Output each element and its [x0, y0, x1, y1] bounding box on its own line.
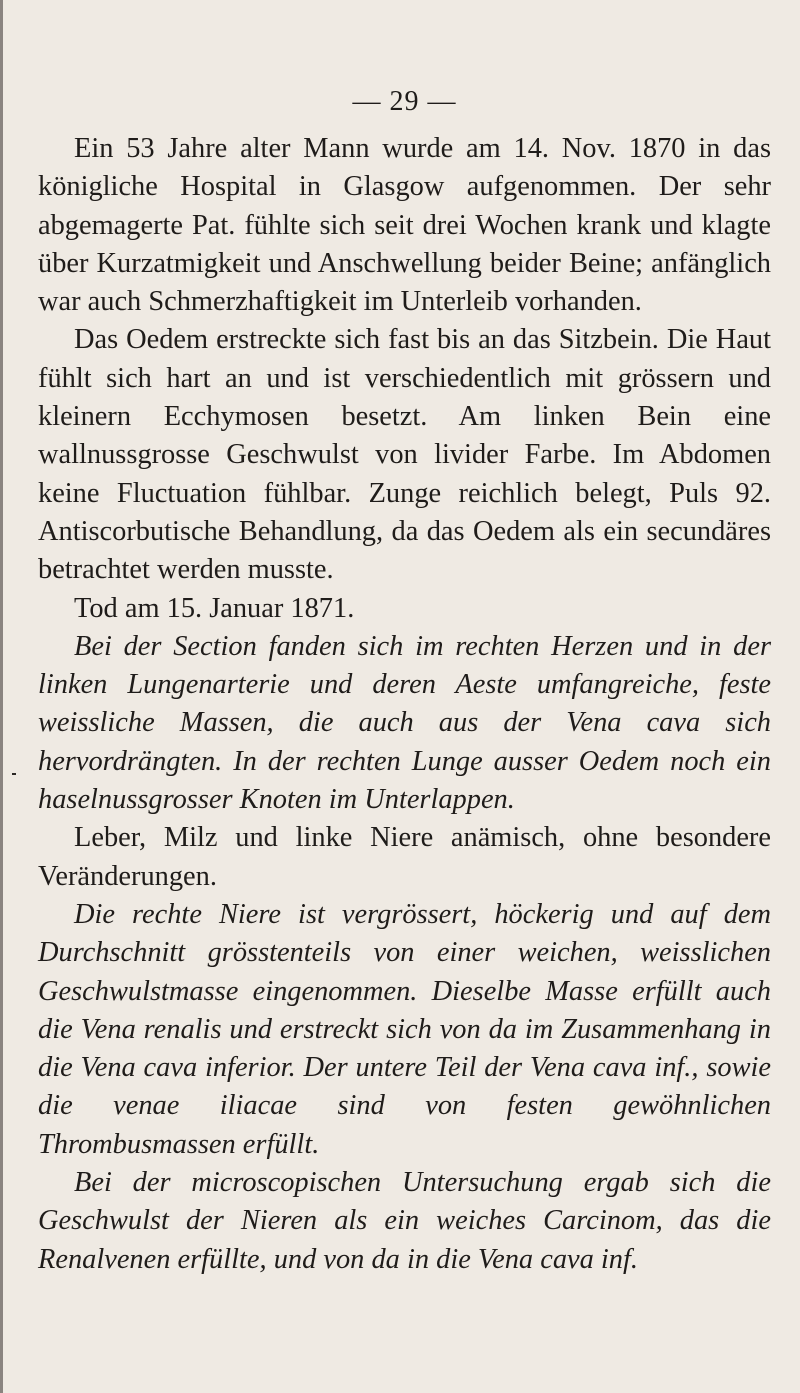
paragraph-findings: Das Oedem erstreckte sich fast bis an das Sitzbein. Die Haut fühlt sich hart an und ist verschiedentlich mit grössern und kleinern Ecchymosen besetzt. Am linken Bein eine wallnussgrosse Geschwulst von livider Farbe. Im Abdomen keine Fluctuation fühlbar. Zunge reichlich belegt, Puls 92. Antiscorbutische Behandlung, da das Oedem als ein secundäres betrachtet werden musste. [38, 324, 771, 586]
page-body [38, 130, 771, 1279]
document-page [38, 0, 771, 1393]
paragraph-case-history: Ein 53 Jahre alter Mann wurde am 14. Nov. 1870 in das königliche Hospital in Glasgow aufgenommen. Der sehr abgemagerte Pat. fühlte sich seit drei Wochen krank und klagte über Kurzatmigkeit und Anschwellung beider Beine; anfänglich war auch Schmerzhaftigkeit im Unterleib vorhanden. [38, 133, 771, 318]
paragraph-section: Bei der Section fanden sich im rechten Herzen und in der linken Lungenarterie und deren Aeste umfangreiche, feste weissliche Massen, die auch aus der Vena cava sich hervordrängten. In der rechten Lunge ausser Oedem noch ein haselnussgrosser Knoten im Unterlappen. [38, 630, 771, 816]
paragraph-microscopy: Bei der microscopischen Untersuchung ergab sich die Geschwulst der Nieren als ein weiches Carcinom, das die Renalvenen erfüllte, und von da in die Vena cava inf. [38, 1167, 771, 1275]
paragraph-kidney: Die rechte Niere ist vergrössert, höckerig und auf dem Durchschnitt grösstenteils von einer weichen, weisslichen Geschwulstmasse eingenommen. Dieselbe Masse erfüllt auch die Vena renalis und erstreckt sich von da im Zusammenhang in die Vena cava inferior. Der untere Teil der Vena cava inf., sowie die venae iliacae sind von festen gewöhnlichen Thrombusmassen erfüllt. [38, 898, 771, 1160]
page-edge-shadow [0, 0, 3, 1393]
paragraph-organs: Leber, Milz und linke Niere anämisch, ohne besondere Veränderungen. [38, 822, 771, 892]
paragraph-death-date: Tod am 15. Januar 1871. [74, 592, 355, 624]
page-number: — 29 — [352, 86, 457, 117]
margin-mark [12, 773, 16, 775]
